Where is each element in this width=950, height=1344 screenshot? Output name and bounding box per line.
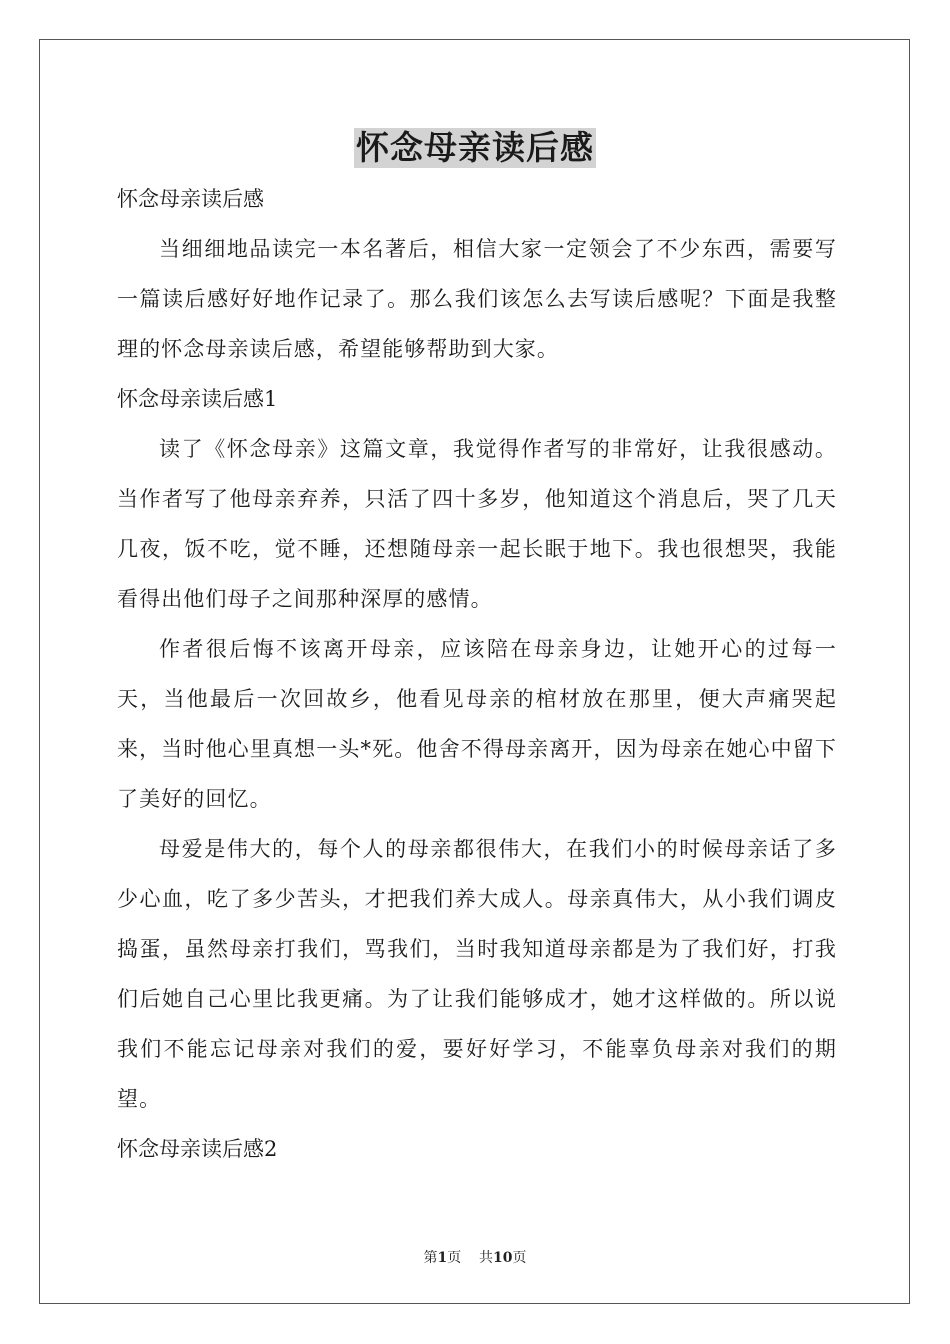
footer-page-number: 1: [437, 1250, 448, 1266]
footer-page-prefix: 第: [423, 1250, 438, 1266]
intro-heading: 怀念母亲读后感: [117, 187, 264, 211]
section-1-paragraph-3: 母爱是伟大的，每个人的母亲都很伟大，在我们小的时候母亲话了多少心血，吃了多少苦头，才把我们养大成人。母亲真伟大，从小我们调皮捣蛋，虽然母亲打我们，骂我们，当时我知道母亲都是为了我们好，打我们后她自己心里比我更痛。为了让我们能够成才，她才这样做的。所以说我们不能忘记母亲对我们的爱，要好好学习，不能辜负母亲对我们的期望。: [117, 837, 837, 1111]
section-1-paragraph-2: 作者很后悔不该离开母亲，应该陪在母亲身边，让她开心的过每一天，当他最后一次回故乡，他看见母亲的棺材放在那里，便大声痛哭起来，当时他心里真想一头*死。他舍不得母亲离开，因为母亲在她心中留下了美好的回忆。: [117, 637, 837, 811]
section-heading-2: 怀念母亲读后感2: [117, 1137, 278, 1161]
title-container: [0, 128, 950, 168]
footer-total-prefix: 共: [479, 1250, 494, 1266]
section-heading-1: 怀念母亲读后感1: [117, 387, 278, 411]
document-title: 怀念母亲读后感: [356, 128, 594, 167]
intro-paragraph: 当细细地品读完一本名著后，相信大家一定领会了不少东西，需要写一篇读后感好好地作记录了。那么我们该怎么去写读后感呢？下面是我整理的怀念母亲读后感，希望能够帮助到大家。: [117, 237, 837, 361]
document-body: [117, 180, 837, 1174]
footer-page-suffix: 页: [447, 1250, 462, 1266]
page-footer: [0, 1248, 950, 1268]
footer-total-pages: 10: [493, 1250, 513, 1266]
footer-total-suffix: 页: [512, 1250, 527, 1266]
section-1-paragraph-1: 读了《怀念母亲》这篇文章，我觉得作者写的非常好，让我很感动。当作者写了他母亲弃养，只活了四十多岁，他知道这个消息后，哭了几天几夜，饭不吃，觉不睡，还想随母亲一起长眠于地下。我也很想哭，我能看得出他们母子之间那种深厚的感情。: [117, 437, 837, 611]
